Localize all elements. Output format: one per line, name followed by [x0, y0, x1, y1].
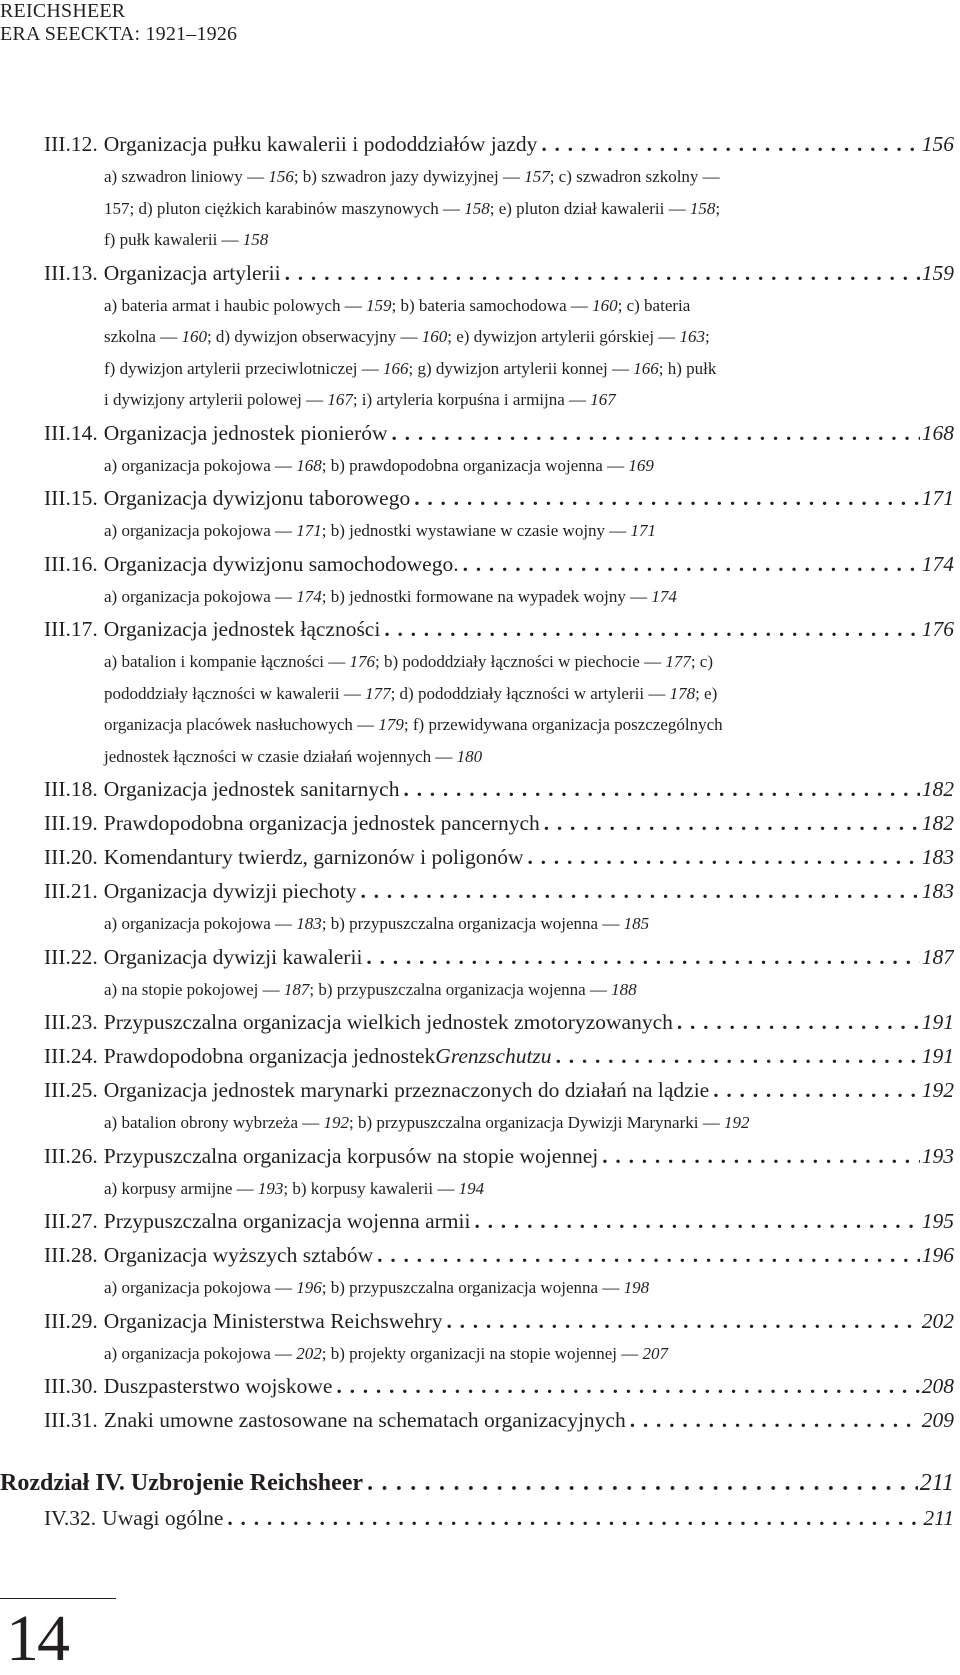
- detail-page-ref: 193: [257, 1178, 284, 1198]
- toc-entry-page: 191: [921, 1010, 954, 1034]
- toc-detail-line: a) bateria armat i haubic polowych — 159; b) bateria samochodowa — 160; c) bateria: [104, 295, 691, 315]
- toc-entry-title: Prawdopodobna organizacja jednostek: [103, 1044, 436, 1068]
- toc-detail-line: a) organizacja pokojowa — 183; b) przypuszczalna organizacja wojenna — 185: [104, 914, 650, 933]
- detail-page-ref: 192: [323, 1113, 349, 1132]
- toc-entry-title: Przypuszczalna organizacja korpusów na stopie wojennej: [103, 1143, 599, 1168]
- toc-entry-title: Przypuszczalna organizacja wielkich jednostek zmotoryzowanych: [103, 1010, 673, 1034]
- dot-leader: [363, 1465, 918, 1501]
- detail-page-ref: 183: [296, 914, 322, 933]
- toc-entry-page: 187: [921, 944, 954, 969]
- detail-page-ref: 180: [456, 746, 483, 766]
- detail-page-ref: 185: [623, 914, 650, 933]
- detail-page-ref: 177: [365, 683, 391, 703]
- toc-entry-number: III.26.: [44, 1143, 98, 1168]
- toc-entry: [44, 840, 954, 874]
- detail-page-ref: 168: [296, 455, 322, 475]
- toc-entry: [44, 1403, 954, 1437]
- dot-leader: [223, 1501, 921, 1535]
- detail-page-ref: 202: [296, 1343, 322, 1363]
- toc-entry-title: Organizacja dywizji piechoty: [103, 879, 357, 903]
- footer-rule: [0, 1598, 116, 1599]
- dot-leader: [332, 1369, 919, 1403]
- dot-leader: [626, 1403, 920, 1437]
- toc-entry: [44, 1369, 954, 1403]
- toc-entry-number: III.25.: [44, 1078, 98, 1102]
- toc-entry-page: 195: [921, 1209, 954, 1233]
- toc-detail-line: jednostek łączności w czasie działań wojennych — 180: [104, 746, 483, 766]
- toc-detail-line: a) batalion i kompanie łączności — 176; b) pododdziały łączności w piechocie — 177; c): [104, 652, 713, 671]
- dot-leader: [540, 806, 920, 840]
- toc-entry: [44, 940, 954, 974]
- detail-page-ref: 167: [590, 390, 616, 409]
- toc-entry-number: III.16.: [44, 551, 98, 576]
- toc-entry-number: III.24.: [44, 1044, 98, 1068]
- detail-page-ref: 166: [633, 358, 659, 378]
- toc-entry-title: Znaki umowne zastosowane na schematach organizacyjnych: [103, 1408, 626, 1432]
- running-head-title: REICHSHEER: [0, 0, 126, 22]
- toc-entry-number: III.22.: [44, 944, 98, 969]
- chapter-page: 211: [919, 1470, 954, 1496]
- toc-entry: [44, 1501, 954, 1535]
- toc-entry-page: 182: [921, 777, 954, 801]
- toc-entry-page: 193: [921, 1143, 954, 1168]
- toc-entry-number: III.21.: [44, 879, 98, 903]
- detail-page-ref: 158: [242, 230, 269, 249]
- toc-entry-details: [104, 1272, 864, 1304]
- toc-entry-page: 171: [921, 486, 954, 510]
- toc-entry-number: III.15.: [44, 486, 98, 510]
- toc-entry-page: 192: [921, 1078, 954, 1102]
- detail-page-ref: 194: [458, 1178, 485, 1198]
- toc-entry: [44, 1238, 954, 1272]
- chapter-heading: [0, 1465, 954, 1501]
- dot-leader: [373, 1238, 920, 1272]
- toc-entry-title-italic: Grenzschutzu: [435, 1044, 552, 1068]
- toc-entry-page: 183: [921, 845, 954, 869]
- toc-entry-details: [104, 1107, 864, 1139]
- detail-page-ref: 167: [327, 390, 353, 409]
- toc-entry-title: Organizacja pułku kawalerii i pododdziałów jazdy: [103, 132, 538, 156]
- toc-entry-title: Organizacja Ministerstwa Reichswehry: [103, 1308, 443, 1333]
- table-of-contents: [0, 127, 954, 1535]
- toc-entry-number: III.14.: [44, 420, 98, 445]
- toc-entry: [44, 874, 954, 908]
- toc-detail-line: pododdziały łączności w kawalerii — 177; d) pododdziały łączności w artylerii — 178; e): [104, 683, 718, 703]
- dot-leader: [281, 256, 920, 290]
- toc-entry-page: 202: [921, 1308, 954, 1333]
- dot-leader: [410, 481, 920, 515]
- detail-page-ref: 177: [665, 652, 691, 671]
- toc-entry-details: [104, 515, 864, 547]
- toc-entry: [44, 612, 954, 646]
- toc-entry-number: III.31.: [44, 1408, 98, 1432]
- detail-page-ref: 156: [268, 167, 294, 186]
- toc-entry-details: [104, 581, 864, 613]
- toc-entry-title: Organizacja dywizji kawalerii: [103, 944, 363, 969]
- detail-page-ref: 178: [669, 683, 696, 703]
- toc-entry-details: [104, 646, 864, 772]
- toc-detail-line: a) organizacja pokojowa — 174; b) jednostki formowane na wypadek wojny — 174: [104, 586, 677, 606]
- toc-entry-number: III.29.: [44, 1308, 98, 1333]
- page-number: 14: [6, 1602, 68, 1675]
- toc-entry-page: 208: [921, 1374, 954, 1398]
- detail-page-ref: 171: [630, 521, 657, 540]
- toc-entry-page: 191: [921, 1044, 954, 1068]
- dot-leader: [552, 1039, 920, 1073]
- toc-entry-page: 159: [921, 260, 954, 285]
- toc-entry-number: III.28.: [44, 1243, 98, 1267]
- toc-detail-line: a) organizacja pokojowa — 168; b) prawdopodobna organizacja wojenna — 169: [104, 455, 654, 475]
- dot-leader: [362, 940, 919, 974]
- detail-page-ref: 179: [378, 715, 404, 734]
- toc-entry-title: Przypuszczalna organizacja wojenna armii: [103, 1209, 471, 1233]
- dot-leader: [459, 547, 920, 581]
- toc-entry-title: Organizacja jednostek pionierów: [103, 420, 388, 445]
- detail-page-ref: 188: [611, 979, 637, 999]
- toc-detail-line: f) dywizjon artylerii przeciwlotniczej — 166; g) dywizjon artylerii konnej — 166; h) pułk: [104, 358, 717, 378]
- toc-detail-line: szkolna — 160; d) dywizjon obserwacyjny — 160; e) dywizjon artylerii górskiej — 163;: [104, 327, 710, 346]
- toc-entry-details: [104, 161, 864, 256]
- toc-entry-details: [104, 450, 864, 482]
- toc-detail-line: a) organizacja pokojowa — 171; b) jednostki wystawiane w czasie wojny — 171: [104, 521, 657, 540]
- toc-entry-page: 156: [921, 132, 954, 156]
- dot-leader: [673, 1005, 920, 1039]
- toc-entry: [44, 1204, 954, 1238]
- toc-entry: [44, 547, 954, 581]
- detail-page-ref: 174: [651, 586, 677, 606]
- chapter-title: Rozdział IV. Uzbrojenie Reichsheer: [0, 1470, 364, 1496]
- detail-page-ref: 160: [181, 327, 207, 346]
- toc-entry-page: 211: [923, 1506, 954, 1530]
- toc-entry: [44, 772, 954, 806]
- toc-entry: [44, 481, 954, 515]
- toc-detail-line: a) organizacja pokojowa — 202; b) projekty organizacji na stopie wojennej — 207: [104, 1343, 668, 1363]
- detail-page-ref: 187: [283, 979, 310, 999]
- toc-entry-title: Organizacja dywizjonu samochodowego.: [103, 551, 459, 576]
- toc-entry-title: Organizacja jednostek sanitarnych: [103, 777, 400, 801]
- toc-detail-line: organizacja placówek nasłuchowych — 179; f) przewidywana organizacja poszczególnych: [104, 715, 723, 734]
- toc-entry: [44, 1139, 954, 1173]
- toc-entry-title: Organizacja jednostek marynarki przeznaczonych do działań na lądzie: [103, 1078, 710, 1102]
- detail-page-ref: 198: [623, 1278, 650, 1297]
- toc-entry-page: 183: [921, 879, 954, 903]
- detail-page-ref: 158: [689, 198, 716, 218]
- toc-detail-line: i dywizjony artylerii polowej — 167; i) artyleria korpuśna i armijna — 167: [104, 390, 616, 409]
- toc-detail-line: a) batalion obrony wybrzeża — 192; b) przypuszczalna organizacja Dywizji Marynarki — 192: [104, 1113, 750, 1132]
- toc-entry-number: III.18.: [44, 777, 98, 801]
- dot-leader: [388, 416, 920, 450]
- toc-entry: [44, 127, 954, 161]
- toc-entry: [44, 256, 954, 290]
- toc-entry: [44, 1039, 954, 1073]
- toc-entry-number: III.20.: [44, 845, 98, 869]
- toc-entry-details: [104, 1338, 864, 1370]
- toc-entry-title: Organizacja artylerii: [103, 260, 281, 285]
- detail-page-ref: 158: [464, 198, 490, 218]
- toc-entry-page: 174: [921, 551, 954, 576]
- toc-entry-number: III.12.: [44, 132, 98, 156]
- detail-page-ref: 157: [524, 167, 550, 186]
- toc-entry-title: Komendantury twierdz, garnizonów i poligonów: [103, 845, 524, 869]
- toc-entry-number: IV.32.: [44, 1506, 97, 1530]
- dot-leader: [356, 874, 919, 908]
- toc-entry: [44, 1073, 954, 1107]
- running-head-subtitle: ERA SEECKTA: 1921–1926: [0, 23, 238, 45]
- toc-entry: [44, 806, 954, 840]
- toc-entry-title: Prawdopodobna organizacja jednostek pancernych: [103, 811, 540, 835]
- dot-leader: [399, 772, 919, 806]
- toc-detail-line: 157; d) pluton ciężkich karabinów maszynowych — 158; e) pluton dział kawalerii — 158;: [104, 198, 721, 218]
- dot-leader: [380, 612, 919, 646]
- detail-page-ref: 176: [349, 652, 375, 671]
- toc-entry-details: [104, 974, 864, 1006]
- dot-leader: [524, 840, 920, 874]
- dot-leader: [598, 1139, 919, 1173]
- toc-entry-title: Organizacja wyższych sztabów: [103, 1243, 374, 1267]
- detail-page-ref: 163: [679, 327, 706, 346]
- toc-entry-details: [104, 290, 864, 416]
- dot-leader: [537, 127, 919, 161]
- toc-entry: [44, 416, 954, 450]
- toc-entry-number: III.30.: [44, 1374, 98, 1398]
- detail-page-ref: 169: [628, 455, 654, 475]
- toc-entry-title: Organizacja jednostek łączności: [103, 617, 381, 641]
- detail-page-ref: 192: [723, 1113, 750, 1132]
- detail-page-ref: 174: [296, 586, 322, 606]
- toc-entry-number: III.23.: [44, 1010, 98, 1034]
- toc-detail-line: f) pułk kawalerii — 158: [104, 230, 269, 249]
- toc-entry-page: 196: [921, 1243, 954, 1267]
- dot-leader: [470, 1204, 919, 1238]
- detail-page-ref: 160: [421, 327, 448, 346]
- toc-entry: [44, 1304, 954, 1338]
- detail-page-ref: 166: [382, 358, 409, 378]
- dot-leader: [442, 1304, 919, 1338]
- toc-entry: [44, 1005, 954, 1039]
- toc-detail-line: a) korpusy armijne — 193; b) korpusy kawalerii — 194: [104, 1178, 485, 1198]
- detail-page-ref: 171: [296, 521, 322, 540]
- toc-entry-page: 209: [921, 1408, 954, 1432]
- detail-page-ref: 196: [296, 1278, 322, 1297]
- toc-entry-title: Duszpasterstwo wojskowe: [103, 1374, 333, 1398]
- toc-entry-number: III.27.: [44, 1209, 98, 1233]
- toc-entry-title: Uwagi ogólne: [102, 1506, 224, 1530]
- detail-page-ref: 207: [642, 1343, 668, 1363]
- toc-entry-number: III.19.: [44, 811, 98, 835]
- toc-entry-number: III.17.: [44, 617, 98, 641]
- running-head: [0, 0, 237, 46]
- toc-entry-title: Organizacja dywizjonu taborowego: [103, 486, 411, 510]
- toc-entry-number: III.13.: [44, 260, 98, 285]
- toc-entry-details: [104, 1173, 864, 1205]
- toc-entry-page: 168: [921, 420, 954, 445]
- toc-detail-line: a) organizacja pokojowa — 196; b) przypuszczalna organizacja wojenna — 198: [104, 1278, 650, 1297]
- toc-detail-line: a) na stopie pokojowej — 187; b) przypuszczalna organizacja wojenna — 188: [104, 979, 637, 999]
- toc-detail-line: a) szwadron liniowy — 156; b) szwadron jazy dywizyjnej — 157; c) szwadron szkolny —: [104, 167, 720, 186]
- toc-entry-page: 176: [921, 617, 954, 641]
- detail-page-ref: 160: [592, 295, 618, 315]
- detail-page-ref: 159: [365, 295, 392, 315]
- toc-entry-page: 182: [921, 811, 954, 835]
- toc-entry-details: [104, 908, 864, 940]
- dot-leader: [709, 1073, 920, 1107]
